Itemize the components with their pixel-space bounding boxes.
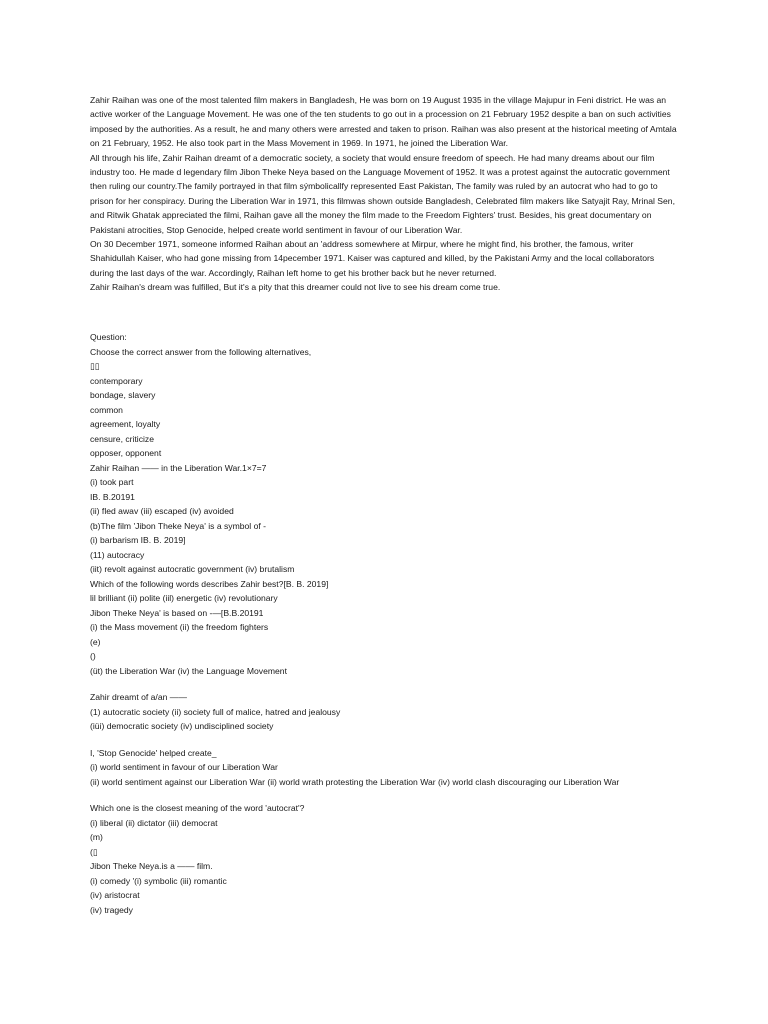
question-line: Which of the following words describes Zahir best?[B. B. 2019] (90, 578, 329, 589)
passage-paragraph: Zahir Raihan was one of the most talented film makers in Bangladesh, He was born on 19 August 1935 in the village Majupur in Feni district. He was an active worker of the Language Movement. He was one of the ten students to go out in a procession on 21 February 1952 despite a ban on such activities imposed by the authorities. As a result, he and many others were arrested and taken to prison. Raihan was also present at the historical meeting of Amtala on 21 February, 1952. He also took part in the Mass Movement in 1969. In 1971, he joined the Liberation War. (90, 95, 677, 149)
question-heading: Question: (90, 332, 127, 342)
question-line: (▯ (90, 846, 98, 857)
question-line: (iit) revolt against autocratic government (iv) brutalism (90, 564, 295, 574)
question-line: censure, criticize (90, 433, 154, 444)
passage-paragraph: Zahir Raihan's dream was fulfilled, But it's a pity that this dreamer could not live to see his dream come true. (90, 282, 501, 293)
question-line: (iv) tragedy (90, 904, 133, 915)
spacer (90, 678, 690, 690)
question-line: (1) autocratic society (ii) society full of malice, hatred and jealousy (90, 706, 341, 717)
spacer (90, 734, 690, 746)
reading-passage (90, 93, 680, 295)
question-line: (ii) world sentiment against our Liberation War (ii) world wrath protesting the Liberation War (iv) world clash discouraging our Liberation War (90, 776, 620, 787)
question-line: () (90, 651, 96, 661)
question-line: (i) comedy '(i) symbolic (iii) romantic (90, 875, 227, 886)
question-line: I, 'Stop Genocide' helped create_ (90, 747, 217, 758)
question-line: (m) (90, 832, 103, 842)
question-block-a (90, 330, 690, 678)
passage-paragraph: All through his life, Zahir Raihan dreamt of a democratic society, a society that would ensure freedom of speech. He had many dreams about our film industry too. He made d legendary film Jibon Theke Neya based on the Language Movement of 1952. It was a protest against the autocratic government then ruling our country.The family portrayed in that film sýmbolicallfy represented East Pakistan, The family was ruled by an autocrat who had to go to prison for her conspiracy. During the Liberation War in 1971, this filmwas shown outside Bangladesh, Celebrated film makers like Satyajit Ray, Mrinal Sen, and Ritwik Ghatak appreciated the filmi, Raihan gave all the money the film made to the Freedom Fighters' trust. Besides, his great documentary on Pakistani atrocities, Stop Genocide, helped create world sentiment in favour of our Liberation War. (90, 152, 675, 235)
spacer (90, 789, 690, 801)
question-line: contemporary (90, 375, 143, 386)
question-line: Which one is the closest meaning of the word 'autocrat'? (90, 803, 305, 813)
question-line: ▯▯ (90, 361, 100, 371)
question-line: (b)The film 'Jibon Theke Neya' is a symbol of - (90, 520, 267, 531)
question-line: (ii) fled awav (iii) escaped (iv) avoided (90, 506, 234, 516)
question-line: Jibon Theke Neya.is a —— film. (90, 861, 213, 871)
question-line: Jibon Theke Neya' is based on -—[B.B.20191 (90, 607, 264, 618)
question-line: (11) autocracy (90, 549, 145, 560)
question-line: (e) (90, 636, 101, 647)
question-line: (i) barbarism IB. B. 2019] (90, 535, 186, 545)
question-line: lil brilliant (ii) polite (iil) energetic (iv) revolutionary (90, 593, 278, 603)
question-line: (i) liberal (ii) dictator (iii) democrat (90, 817, 218, 828)
question-line: (iüi) democratic society (iv) undisciplined society (90, 721, 274, 731)
question-line: (i) took part (90, 477, 134, 487)
question-line: common (90, 404, 123, 415)
question-line: (i) the Mass movement (ii) the freedom fighters (90, 622, 269, 632)
question-section (90, 330, 690, 917)
question-block-d (90, 801, 690, 917)
question-line: (iv) aristocrat (90, 890, 140, 900)
question-line: IB. B.20191 (90, 491, 135, 502)
question-line: agreement, loyalty (90, 419, 161, 429)
passage-paragraph: On 30 December 1971, someone informed Raihan about an 'address somewhere at Mirpur, where he might find, his brother, the famous, writer Shahidullah Kaiser, who had gone missing from 14pecember 1971. Kaiser was captured and killed, by the Pakistani Army and the local collaborators during the last days of the war. Accordingly, Raihan left home to get his brother back but he never returned. (90, 239, 655, 278)
question-block-c (90, 746, 690, 790)
question-block-b (90, 690, 690, 734)
question-line: (i) world sentiment in favour of our Liberation War (90, 762, 278, 772)
question-line: Zahir dreamt of a/an —— (90, 692, 187, 702)
question-line: (üt) the Liberation War (iv) the Language Movement (90, 665, 287, 676)
question-instruction: Choose the correct answer from the following alternatives, (90, 346, 312, 357)
question-line: bondage, slavery (90, 390, 156, 400)
question-line: Zahir Raihan —— in the Liberation War.1×7=7 (90, 462, 267, 473)
question-line: opposer, opponent (90, 448, 162, 458)
